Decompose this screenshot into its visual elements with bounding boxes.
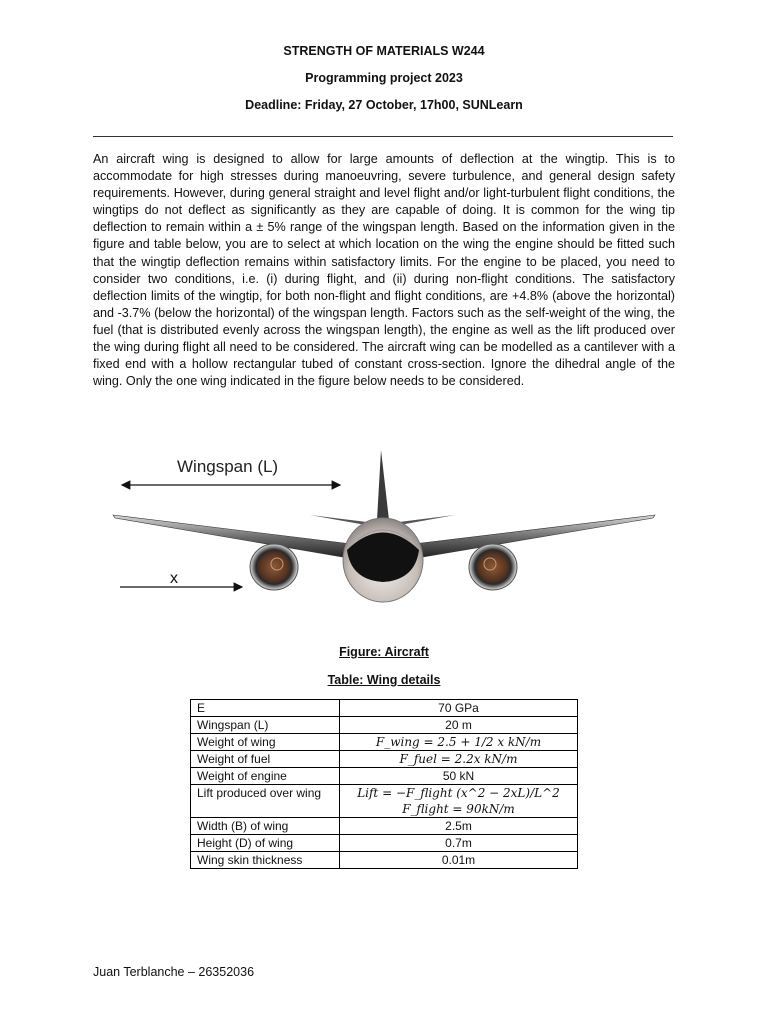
x-label: x [170, 570, 178, 587]
row-value: 0.7m [340, 835, 578, 852]
row-value [340, 785, 578, 818]
lift-formula: Lift = −F_flight (x^2 − 2xL)/L^2 [357, 786, 560, 800]
table-row [191, 700, 578, 717]
row-value: 70 GPa [340, 700, 578, 717]
row-key: Wingspan (L) [191, 717, 340, 734]
right-engine [469, 544, 517, 590]
horizontal-rule [93, 136, 673, 137]
table-row [191, 717, 578, 734]
right-wing [405, 515, 655, 560]
row-value: 0.01m [340, 852, 578, 869]
row-value: F_fuel = 2.2x kN/m [340, 751, 578, 768]
table-row [191, 768, 578, 785]
row-key: Wing skin thickness [191, 852, 340, 869]
author-footer: Juan Terblanche – 26352036 [93, 965, 255, 979]
figure-caption: Figure: Aircraft [339, 645, 429, 659]
table-row [191, 785, 578, 818]
row-key: Weight of engine [191, 768, 340, 785]
row-value: 50 kN [340, 768, 578, 785]
left-wing [113, 515, 360, 560]
row-key: Width (B) of wing [191, 818, 340, 835]
table-row [191, 835, 578, 852]
row-key: E [191, 700, 340, 717]
table-row [191, 852, 578, 869]
table-caption: Table: Wing details [327, 673, 441, 687]
aircraft-figure [95, 420, 675, 640]
wingspan-label: Wingspan (L) [177, 457, 279, 476]
row-key: Height (D) of wing [191, 835, 340, 852]
row-key: Weight of wing [191, 734, 340, 751]
table-row [191, 751, 578, 768]
tail-fin [377, 450, 389, 520]
project-title: Programming project 2023 [305, 71, 463, 85]
table-row [191, 818, 578, 835]
course-title: STRENGTH OF MATERIALS W244 [283, 44, 485, 58]
row-value: F_wing = 2.5 + 1/2 x kN/m [340, 734, 578, 751]
row-value: 2.5m [340, 818, 578, 835]
problem-statement: An aircraft wing is designed to allow for large amounts of deflection at the wingtip. This is to accommodate for high stresses during manoeuvring, severe turbulence, and general design safety requirements. However, during general straight and level flight and/or light-turbulent flight conditions, the wingtips do not deflect as significantly as they are capable of doing. It is common for the wing tip deflection to remain within a ± 5% range of the wingspan length. Based on the information given in the figure and table below, you are to select at which location on the wing the engine should be fitted such that the wingtip deflection remains within satisfactory limits. For the engine to be placed, you need to consider two conditions, i.e. (i) during flight, and (ii) during non-flight conditions. The satisfactory deflection limits of the wingtip, for both non-flight and flight conditions, are +4.8% (above the horizontal) and -3.7% (below the horizontal) of the wingspan length. Factors such as the self-weight of the wing, the fuel (that is distributed evenly across the wingspan length), the engine as well as the lift produced over the wing during flight all need to be considered. The aircraft wing can be modelled as a cantilever with a fixed end with a hollow rectangular tubed of constant cross-section. Ignore the dihedral angle of the wing. Only the one wing indicated in the figure below needs to be considered. [93, 152, 675, 389]
fuselage [343, 518, 423, 602]
flight-force: F_flight = 90kN/m [402, 802, 515, 816]
row-key: Weight of fuel [191, 751, 340, 768]
wing-details-table [190, 699, 578, 869]
table-row [191, 734, 578, 751]
deadline-line: Deadline: Friday, 27 October, 17h00, SUNLearn [245, 98, 523, 112]
row-value: 20 m [340, 717, 578, 734]
left-engine [250, 544, 298, 590]
row-key: Lift produced over wing [191, 785, 340, 818]
